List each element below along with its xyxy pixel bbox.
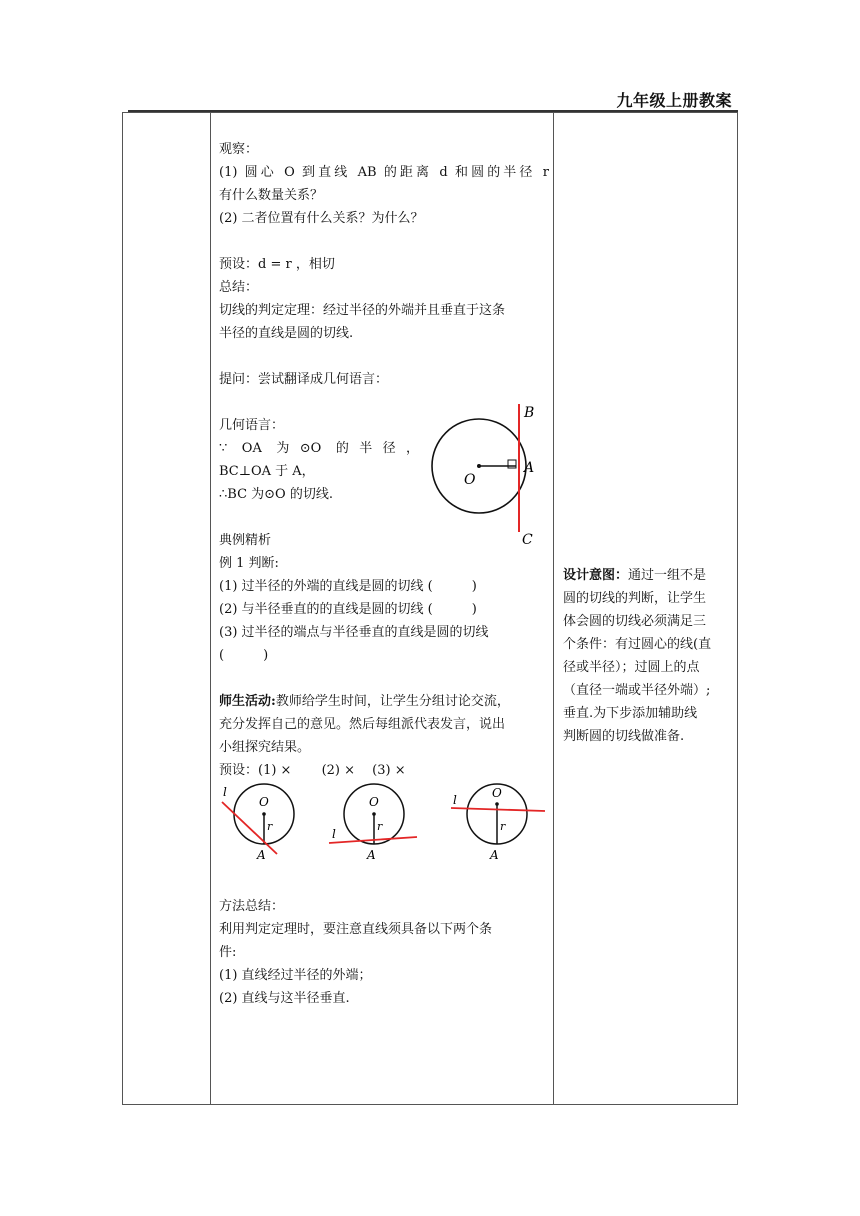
example-item-1: (1) 过半径的外端的直线是圆的切线 ( ) <box>219 579 477 594</box>
figure-2 <box>329 784 417 862</box>
fig3-label-o: O <box>492 786 502 800</box>
method-line-1: 利用判定定理时，要注意直线须具备以下两个条 <box>219 922 493 937</box>
method-label: 方法总结： <box>219 899 285 914</box>
label-c: C <box>522 532 533 546</box>
geometry-line-1: ∵ OA 为⊙O 的半径， <box>219 441 419 456</box>
activity-line-3: 小组探究结果。 <box>219 740 311 755</box>
method-line-2: 件: <box>219 945 237 960</box>
activity-line-1 <box>219 690 549 713</box>
fig2-center <box>372 812 376 816</box>
fig2-label-a: A <box>367 848 376 862</box>
preset-1: 预设：d = r ，相切 <box>219 257 335 272</box>
fig1-center <box>262 812 266 816</box>
geometry-line-2: BC⊥OA 于 A， <box>219 464 315 479</box>
column-divider-2 <box>553 113 554 1104</box>
page-header-title: 九年级上册教案 <box>616 91 732 110</box>
example-label: 例 1 判断: <box>219 556 279 571</box>
fig2-label-o: O <box>369 795 379 809</box>
example-item-3-line-2: ( ) <box>219 648 269 663</box>
design-intent-line-7: 垂直.为下步添加辅助线 <box>563 706 698 721</box>
fig2-label-l: l <box>332 827 336 841</box>
fig3-label-r: r <box>500 820 506 833</box>
label-b: B <box>524 405 535 421</box>
example-item-2: (2) 与半径垂直的的直线是圆的切线 ( ) <box>219 602 477 617</box>
preset-2: 预设：(1) × (2) × (3) × <box>219 763 406 778</box>
main-content <box>219 138 549 1010</box>
activity-text-1: 教师给学生时间，让学生分组讨论交流， <box>275 694 510 709</box>
summary-label: 总结： <box>219 280 259 295</box>
fig1-label-l: l <box>223 785 227 799</box>
design-intent-line-2: 圆的切线的判断，让学生 <box>563 591 707 606</box>
design-intent-line-6: （直径一端或半径外端）; <box>563 683 711 698</box>
example-title: 典例精析 <box>219 533 272 548</box>
design-intent-line-5: 径或半径）；过圆上的点 <box>563 660 700 675</box>
tangent-figure <box>424 404 554 546</box>
figure-3 <box>451 784 545 862</box>
fig3-label-l: l <box>453 793 457 807</box>
design-intent-line-3: 体会圆的切线必须满足三 <box>563 614 707 629</box>
design-intent <box>563 564 733 748</box>
theorem-line-1: 切线的判定定理：经过半径的外端并且垂直于这条 <box>219 303 506 318</box>
fig3-center <box>495 802 499 806</box>
question-1-line-2: 有什么数量关系？ <box>219 188 324 203</box>
question-1-line-1: (1) 圆心 O 到直线 AB 的距离 d 和圆的半径 r <box>219 165 549 180</box>
fig2-line-l <box>329 837 417 843</box>
activity-line-2: 充分发挥自己的意见。然后每组派代表发言，说出 <box>219 717 506 732</box>
design-intent-label: 设计意图： <box>563 568 629 583</box>
method-condition-1: (1) 直线经过半径的外端； <box>219 968 372 983</box>
figure-1 <box>222 784 294 862</box>
design-intent-line-1: 通过一组不是 <box>628 568 707 583</box>
geometry-line-3: ∴BC 为⊙O 的切线. <box>219 487 333 502</box>
design-intent-line-4: 个条件：有过圆心的线(直 <box>563 637 712 652</box>
fig2-label-r: r <box>377 820 383 833</box>
geometry-label: 几何语言： <box>219 418 285 433</box>
example-item-3-line-1: (3) 过半径的端点与半径垂直的直线是圆的切线 <box>219 625 489 640</box>
method-condition-2: (2) 直线与这半径垂直. <box>219 991 350 1006</box>
question-2: (2) 二者位置有什么关系？为什么？ <box>219 211 424 226</box>
center-point <box>477 464 481 468</box>
fig1-label-o: O <box>259 795 269 809</box>
ask-prompt: 提问：尝试翻译成几何语言： <box>219 372 389 387</box>
design-intent-line-8: 判断圆的切线做准备. <box>563 729 685 744</box>
counterexample-figures <box>219 782 549 864</box>
theorem-line-2: 半径的直线是圆的切线. <box>219 326 354 341</box>
activity-label: 师生活动: <box>219 694 276 709</box>
fig3-label-a: A <box>490 848 499 862</box>
fig1-label-r: r <box>267 820 273 833</box>
fig1-label-a: A <box>257 848 266 862</box>
label-a: A <box>524 460 535 476</box>
column-divider-1 <box>210 113 211 1104</box>
fig3-line-l <box>451 808 545 811</box>
observe-label: 观察： <box>219 142 259 157</box>
label-o: O <box>464 472 476 488</box>
